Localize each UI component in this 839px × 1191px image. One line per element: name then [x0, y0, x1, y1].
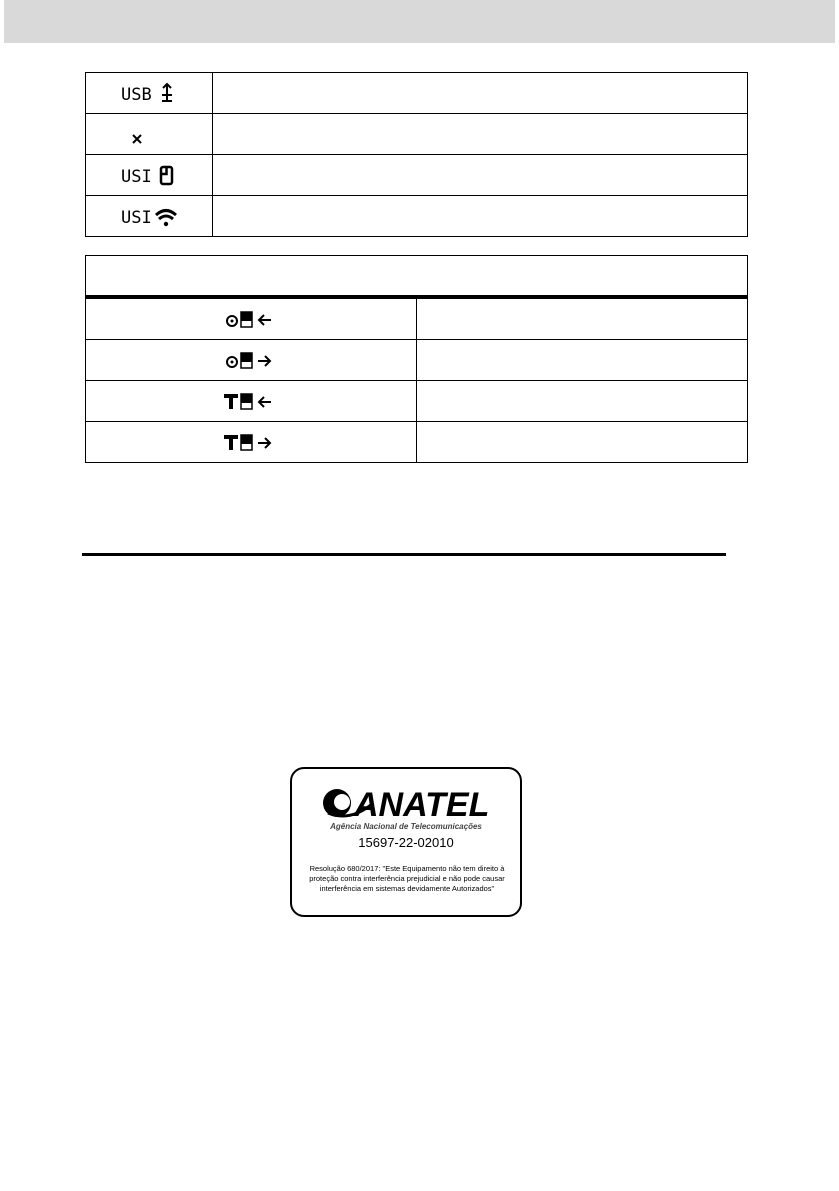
card-icon-table — [85, 255, 748, 463]
table-row — [86, 297, 748, 340]
usb-icon — [119, 81, 179, 105]
anatel-agency-name: Agência Nacional de Telecomunicações — [330, 822, 482, 831]
table-row — [86, 422, 748, 463]
row-description — [213, 196, 748, 237]
tool-card-import-icon — [221, 389, 281, 413]
table-row — [86, 381, 748, 422]
anatel-regulation-note: Resolução 680/2017: "Este Equipamento não tem direito à proteção contra interferência prejudicial e não pode causar interferência em sistemas devidamente Autorizados" — [309, 864, 505, 893]
row-description — [213, 155, 748, 196]
header-bar — [4, 0, 835, 43]
row-description — [213, 114, 748, 155]
status-icon-table — [85, 72, 748, 237]
usb-mouse-icon — [119, 163, 179, 187]
table-row — [86, 73, 748, 114]
table-row — [86, 196, 748, 237]
table-header — [86, 256, 748, 298]
svg-text:ANATEL: ANATEL — [354, 786, 490, 822]
table-row — [86, 114, 748, 155]
disc-card-import-icon — [221, 307, 281, 331]
row-description — [417, 381, 748, 422]
table-row — [86, 340, 748, 381]
table-header-row — [86, 256, 748, 298]
row-description — [417, 297, 748, 340]
disconnected-icon — [119, 122, 179, 146]
anatel-certification-label — [290, 767, 522, 917]
section-divider — [82, 553, 726, 556]
tool-card-export-icon — [221, 430, 281, 454]
svg-text:USI: USI — [121, 208, 152, 228]
svg-text:USI: USI — [121, 167, 152, 187]
svg-text:USB: USB — [121, 85, 152, 105]
table-row — [86, 155, 748, 196]
disc-card-export-icon — [221, 348, 281, 372]
anatel-logo — [320, 782, 496, 822]
row-description — [417, 422, 748, 463]
row-description — [213, 73, 748, 114]
usb-wifi-icon — [119, 204, 179, 228]
anatel-certificate-number: 15697-22-02010 — [358, 835, 454, 850]
row-description — [417, 340, 748, 381]
